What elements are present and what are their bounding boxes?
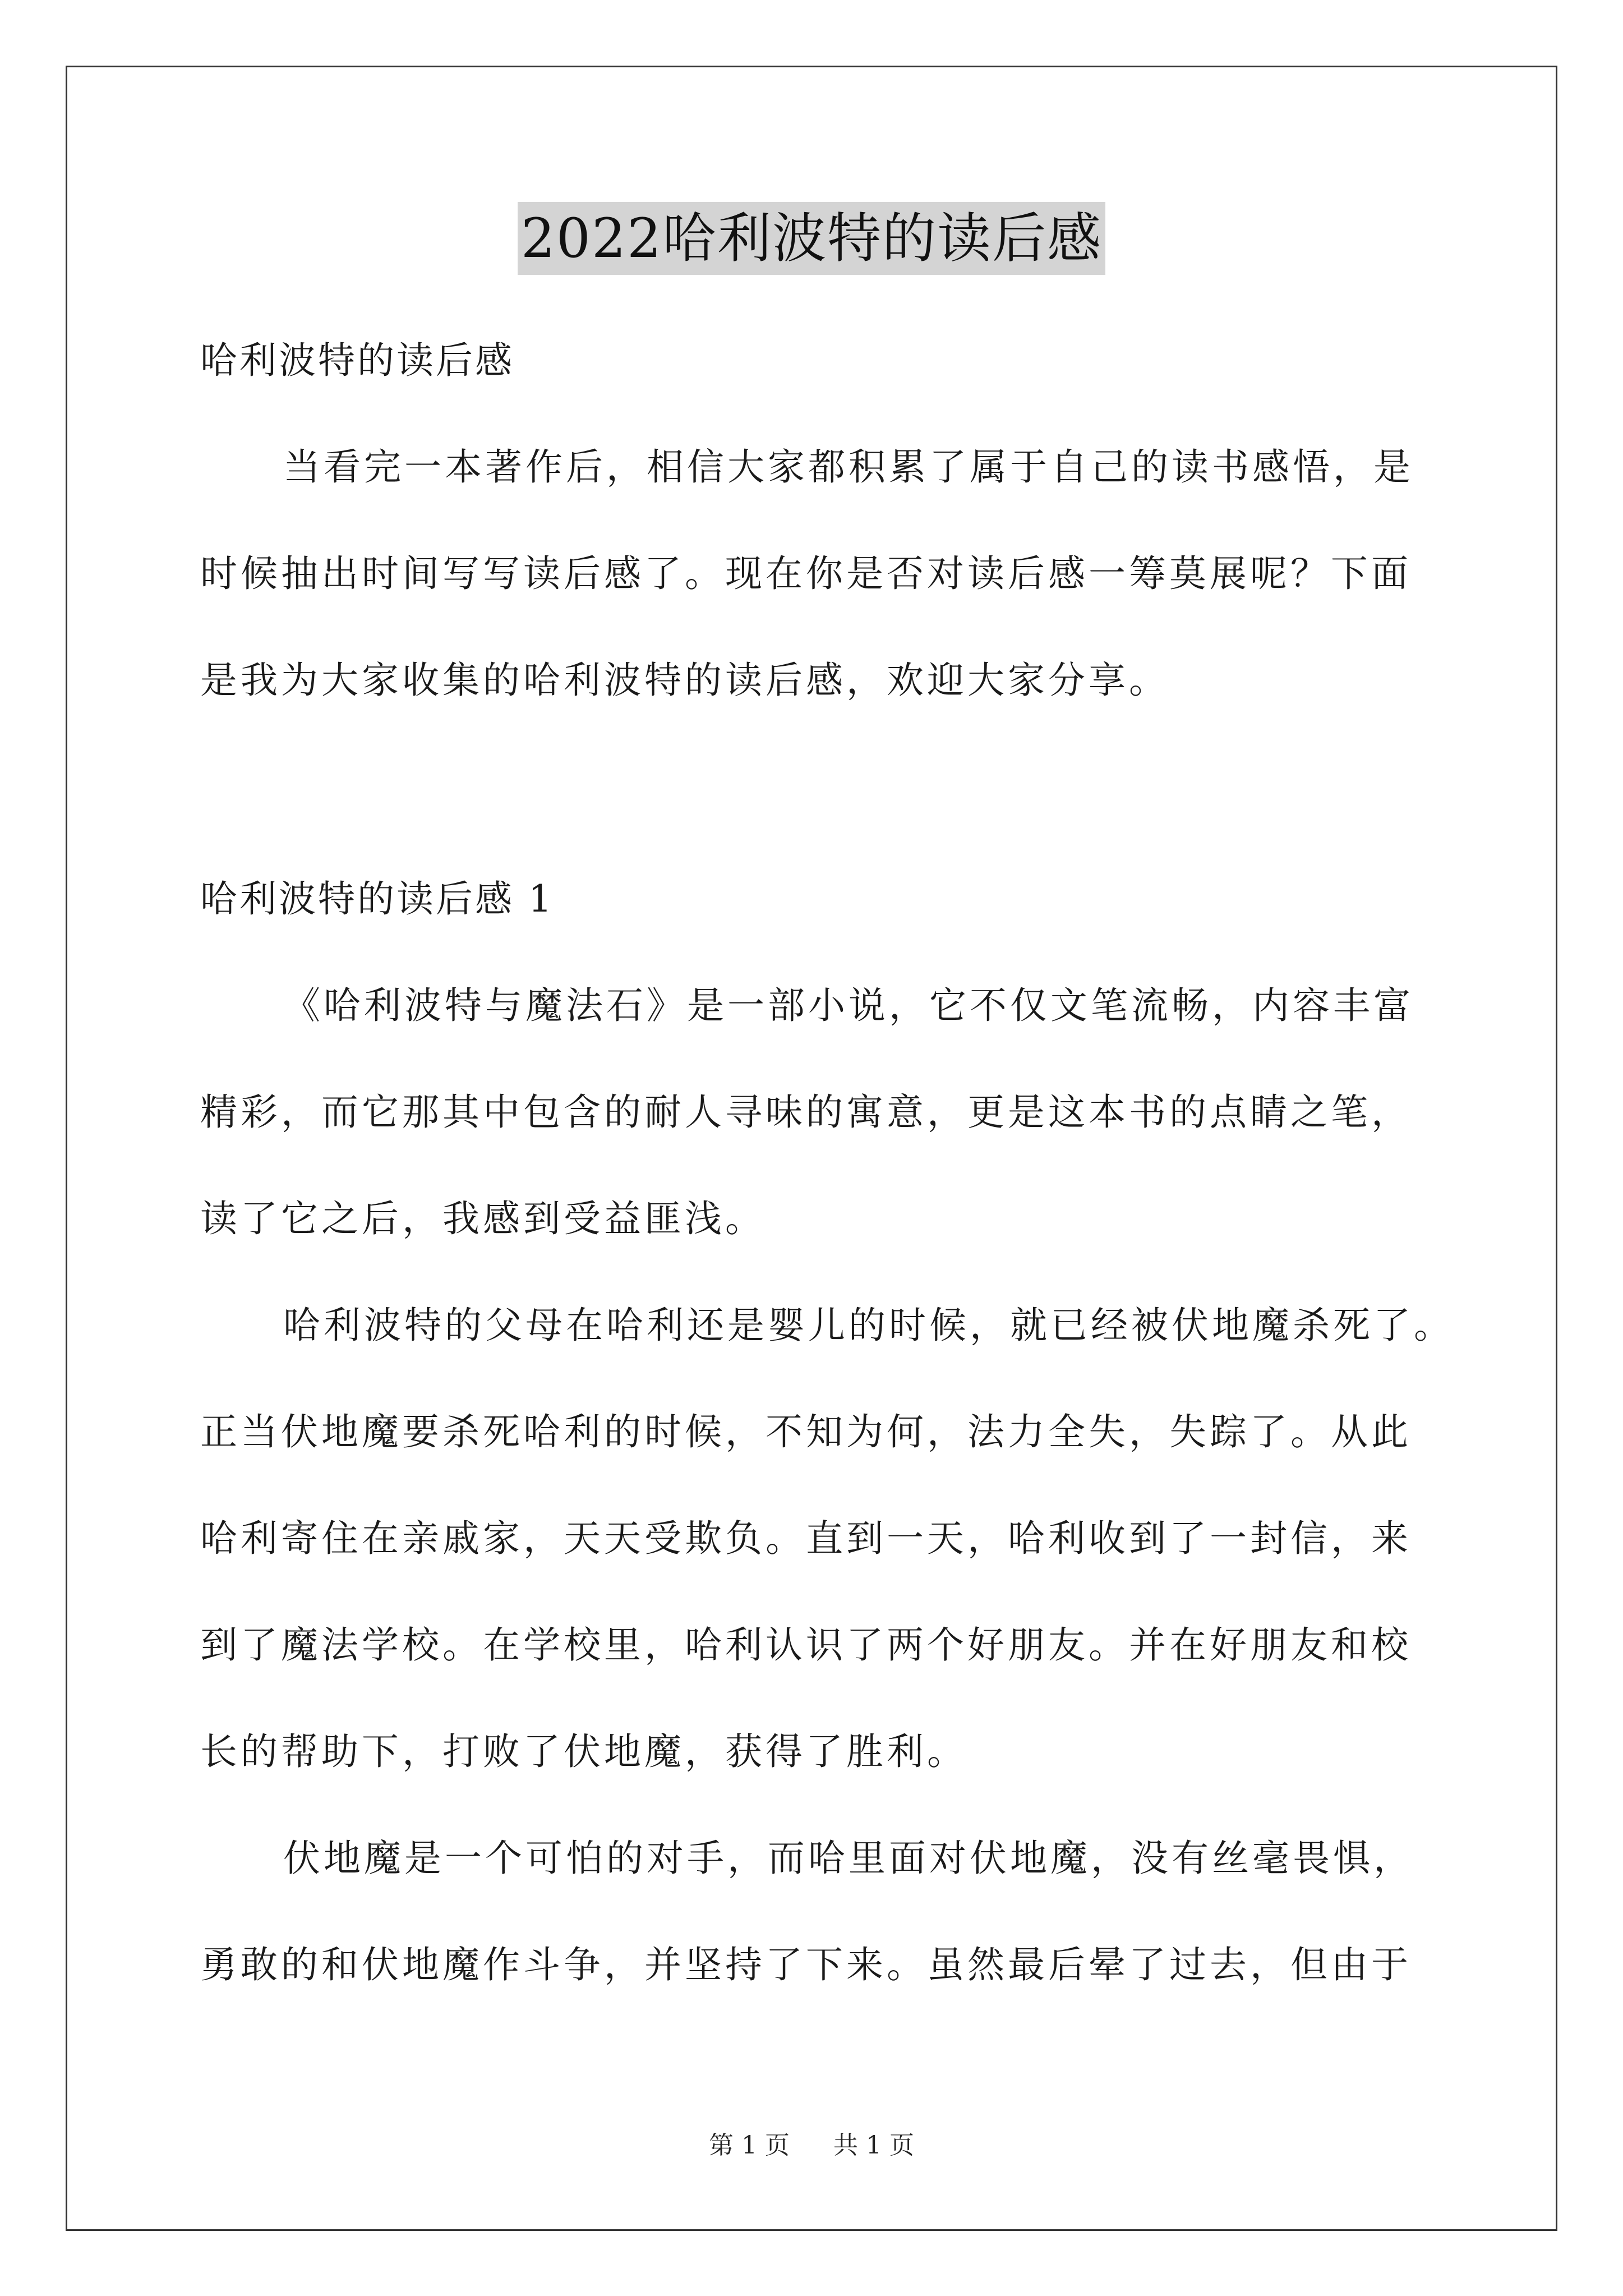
paragraph-line: 伏地魔是一个可怕的对手，而哈里面对伏地魔，没有丝毫畏惧， [283, 1837, 1414, 1880]
paragraph-line: 《哈利波特与魔法石》是一部小说，它不仅文笔流畅，内容丰富 [283, 984, 1414, 1027]
section-spacer [200, 734, 1434, 846]
paragraph-line: 读了它之后，我感到受益匪浅。 [200, 1197, 766, 1240]
page-number: 第 1 页 [709, 2131, 790, 2160]
paragraph-line: 时候抽出时间写写读后感了。现在你是否对读后感一筹莫展呢？下面 [200, 552, 1412, 595]
paragraph-line: 当看完一本著作后，相信大家都积累了属于自己的读书感悟，是 [283, 445, 1414, 489]
paragraph-line: 到了魔法学校。在学校里，哈利认识了两个好朋友。并在好朋友和校 [200, 1623, 1412, 1667]
page-footer [0, 2129, 1623, 2162]
page-total: 共 1 页 [833, 2131, 914, 2160]
paragraph-2 [200, 1272, 1454, 1805]
section-heading: 哈利波特的读后感 1 [200, 877, 554, 921]
paragraph-line: 勇敢的和伏地魔作斗争，并坚持了下来。虽然最后晕了过去，但由于 [200, 1943, 1412, 1986]
intro-paragraph [200, 414, 1434, 734]
paragraph-line: 正当伏地魔要杀死哈利的时候，不知为何，法力全失，失踪了。从此 [200, 1410, 1412, 1453]
document-body [200, 307, 1454, 2018]
paragraph-line: 是我为大家收集的哈利波特的读后感，欢迎大家分享。 [200, 659, 1169, 702]
title-container [0, 202, 1623, 275]
paragraph-1 [200, 953, 1434, 1272]
paragraph-line: 长的帮助下，打败了伏地魔，获得了胜利。 [200, 1730, 967, 1773]
paragraph-3 [200, 1805, 1434, 2018]
paragraph-line: 哈利寄住在亲戚家，天天受欺负。直到一天，哈利收到了一封信，来 [200, 1517, 1412, 1560]
paragraph-line: 精彩，而它那其中包含的耐人寻味的寓意，更是这本书的点睛之笔， [200, 1091, 1412, 1134]
subtitle: 哈利波特的读后感 [200, 339, 514, 382]
document-title: 2022哈利波特的读后感 [518, 202, 1105, 275]
paragraph-line: 哈利波特的父母在哈利还是婴儿的时候，就已经被伏地魔杀死了。 [283, 1304, 1454, 1347]
